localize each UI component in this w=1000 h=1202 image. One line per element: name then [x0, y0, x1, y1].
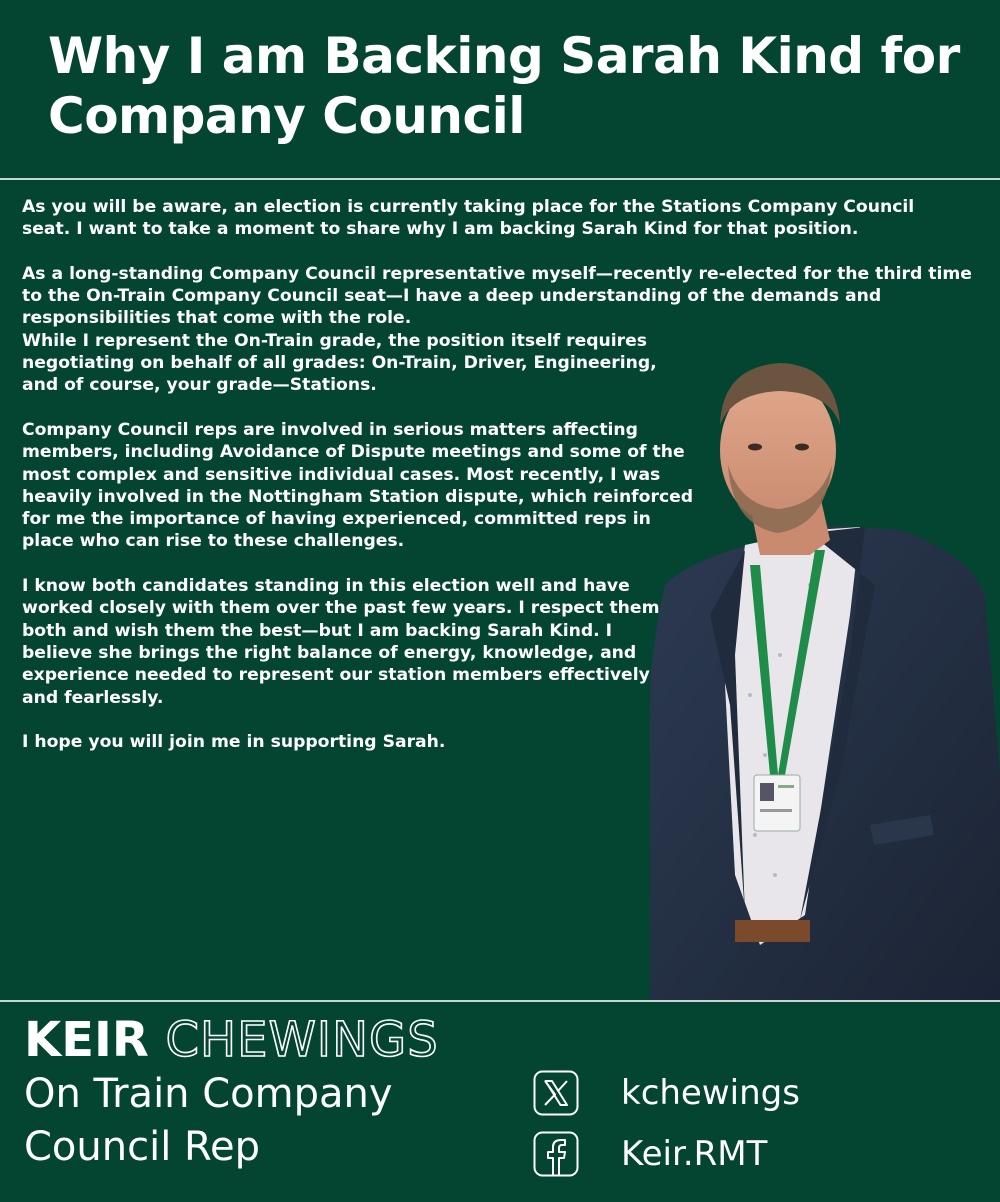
header — [0, 0, 1000, 180]
author-last-name: CHEWINGS — [165, 1012, 439, 1068]
social-facebook[interactable] — [533, 1131, 953, 1181]
paragraph-closing: I hope you will join me in supporting Sarah. — [22, 732, 446, 753]
paragraph-candidates: I know both candidates standing in this election well and have worked closely with them over the past few years. I respect them both and wish them the best—but I am backing Sarah Kind. I believe she brings the right balance of energy, knowledge, and experience needed to represent our station members effectively and fearlessly. — [22, 576, 660, 708]
x-logo-icon — [533, 1070, 579, 1116]
portrait-photo — [650, 355, 1000, 1000]
x-handle[interactable]: kchewings — [621, 1073, 800, 1113]
paragraph-experience: As a long-standing Company Council representative myself—recently re-elected for the third time to the On-Train Company Council seat—I have a deep understanding of the demands and responsibilities that come with the role. — [22, 263, 972, 329]
author-role: On Train Company Council Rep — [24, 1071, 393, 1170]
facebook-icon — [533, 1131, 579, 1177]
paragraph-grades: While I represent the On-Train grade, the position itself requires negotiating on behalf of all grades: On-Train, Driver, Engineering, and of course, your grade—Stations. — [22, 330, 657, 396]
author-name — [24, 1012, 439, 1068]
paragraph-company-council: Company Council reps are involved in serious matters affecting members, including Avoidance of Dispute meetings and some of the most complex and sensitive individual cases. Most recently, I was heavily involved in the Nottingham Station dispute, which reinforced for me the importance of having experienced, committed reps in place who can rise to these challenges. — [22, 419, 694, 552]
facebook-handle[interactable]: Keir.RMT — [621, 1134, 768, 1174]
page-title: Why I am Backing Sarah Kind for Company Council — [48, 27, 960, 145]
author-first-name: KEIR — [24, 1012, 149, 1068]
social-x[interactable] — [533, 1070, 953, 1120]
paragraph-intro: As you will be aware, an election is currently taking place for the Stations Company Council seat. I want to take a moment to share why I am backing Sarah Kind for that position. — [22, 197, 915, 240]
